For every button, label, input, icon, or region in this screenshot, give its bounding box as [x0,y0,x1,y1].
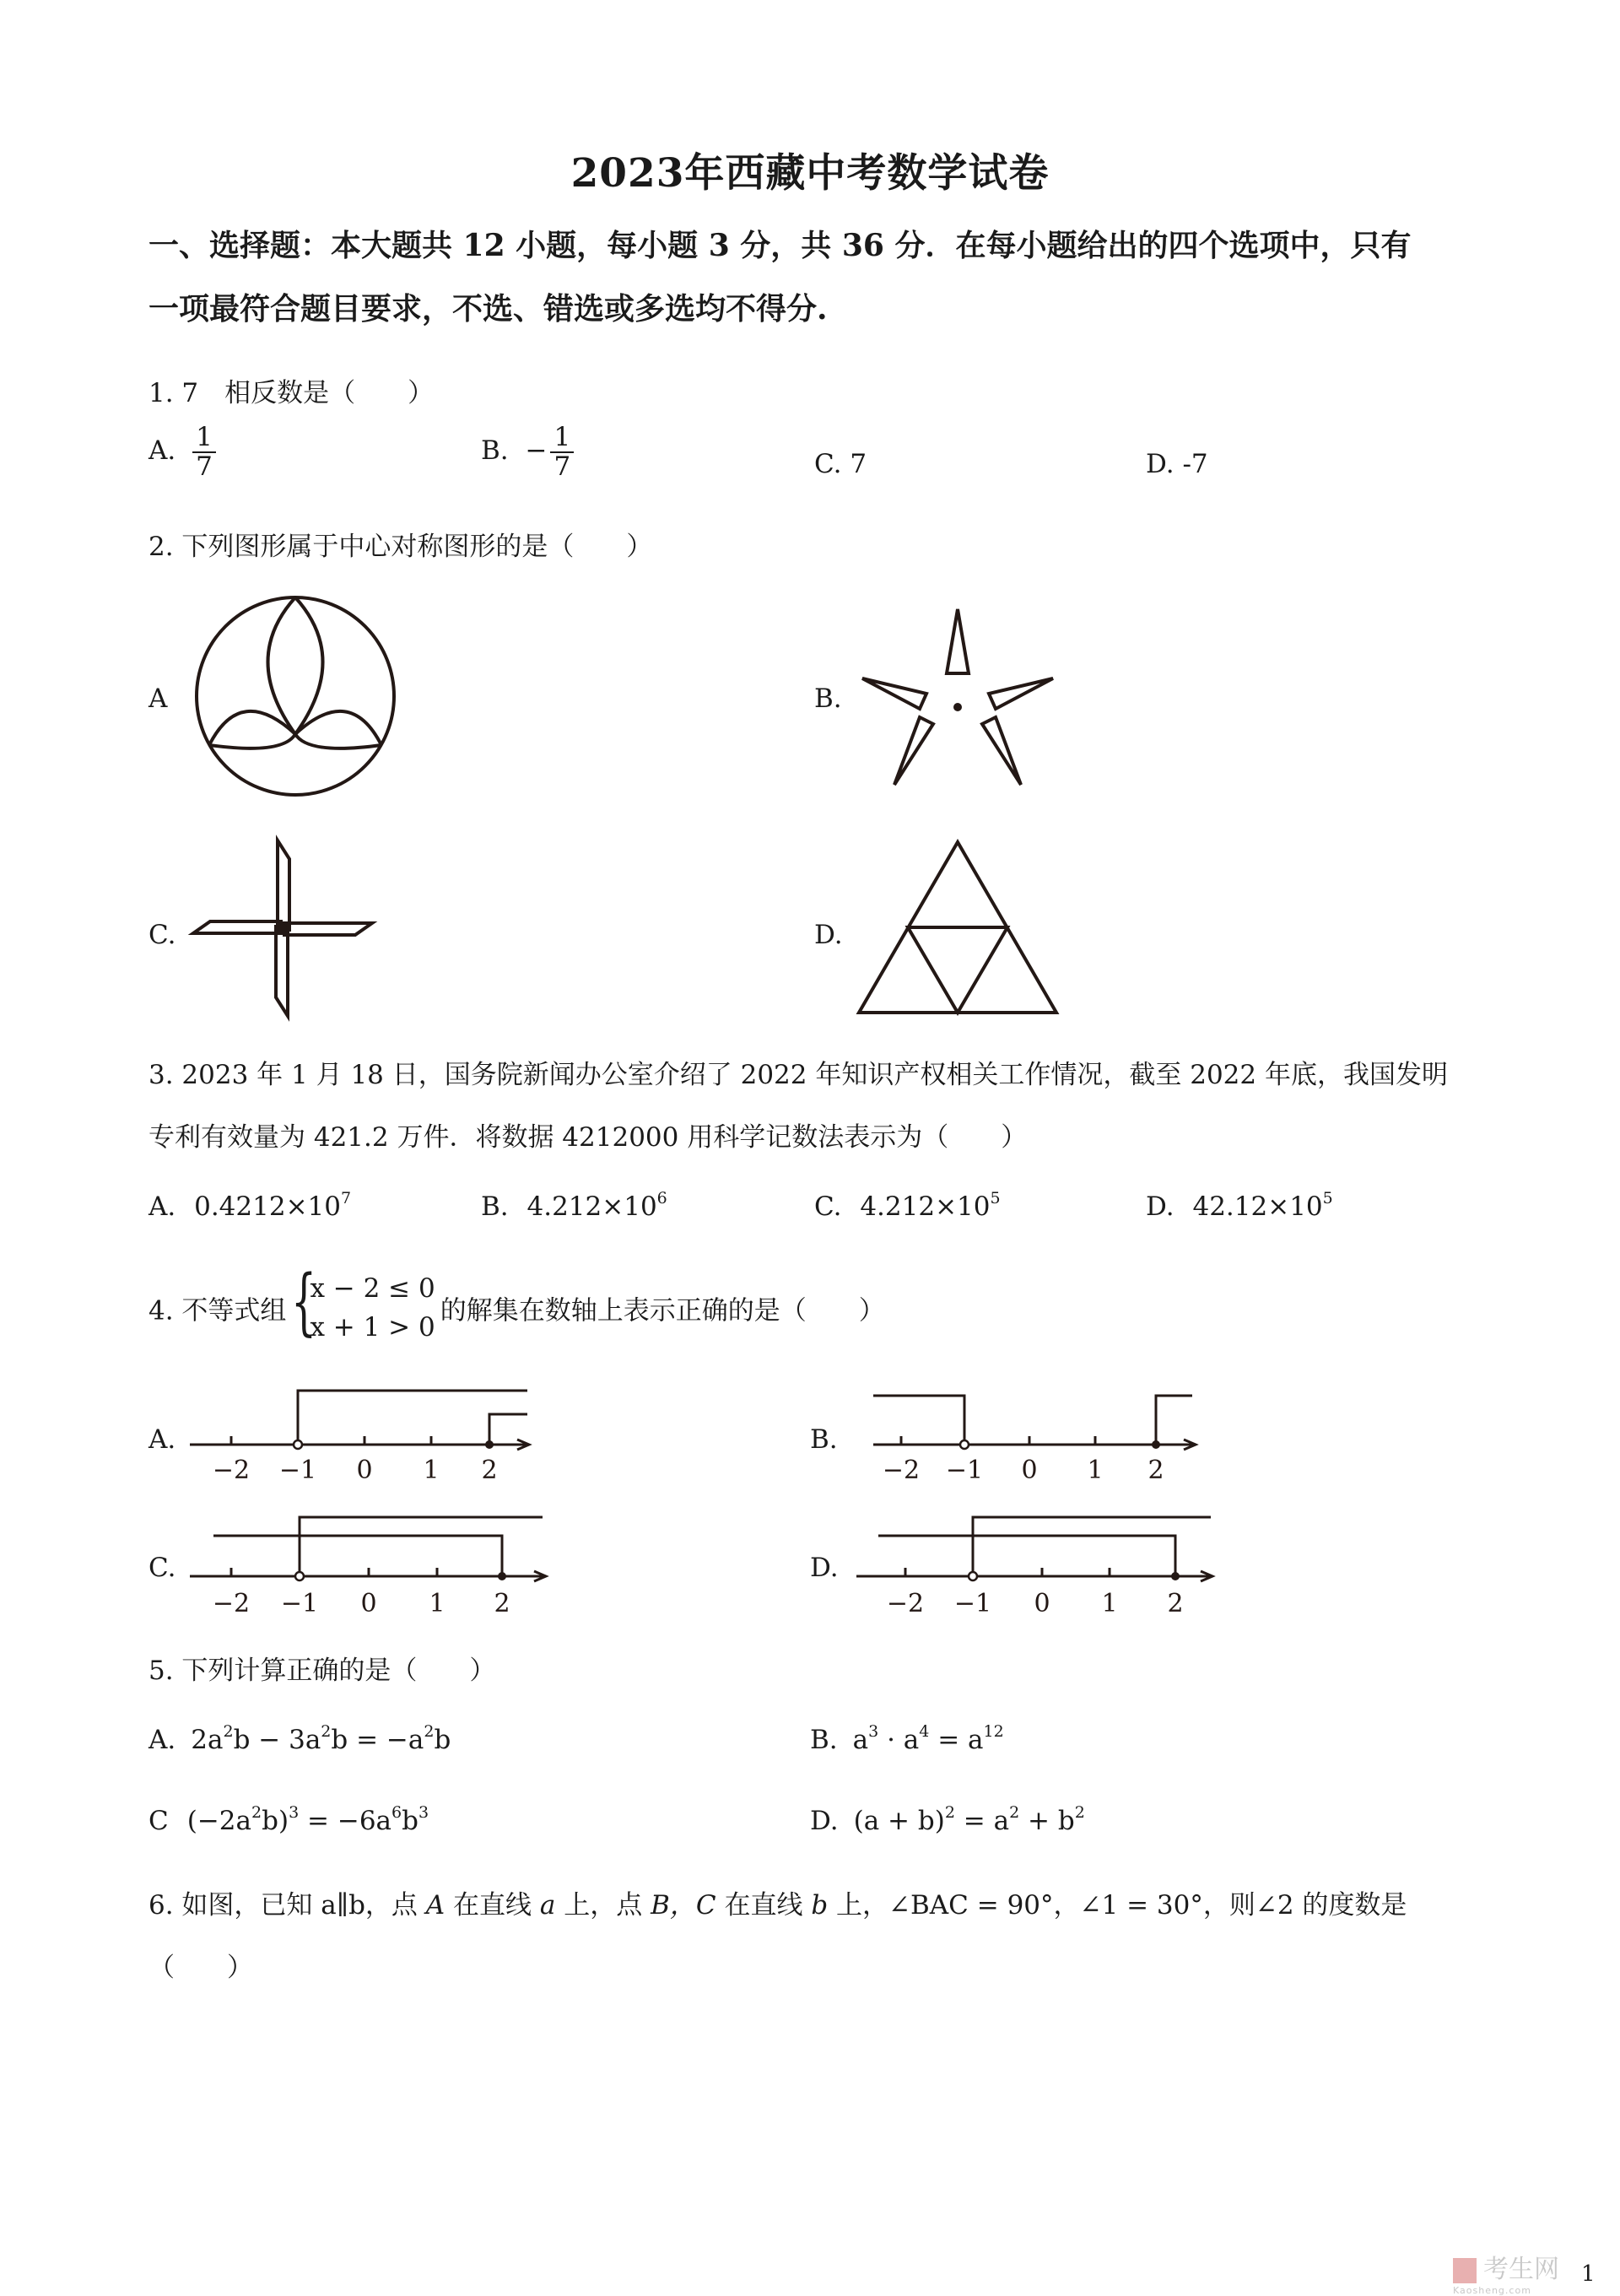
q5-b-label: B. [810,1725,838,1755]
q5-c-label: C [148,1806,169,1836]
q3-option-c [814,1191,1001,1222]
q6-text: 上，∠BAC = 90°，∠1 = 30°，则∠2 的度数是 [828,1890,1407,1921]
q4a-tick-label: 0 [356,1456,373,1485]
q2-option-a-label: A [148,683,168,714]
watermark-logo [1453,2248,1559,2296]
q3-stem-line2: 专利有效量为 421.2 万件．将数据 4212000 用科学记数法表示为（ ） [148,1122,1028,1153]
q3-d-exponent: 5 [1322,1189,1333,1207]
q1-option-a [148,424,216,480]
q4-numberline-d [856,1510,1228,1629]
q4b-tick-label: 2 [1148,1456,1164,1485]
q6-line-a: a [539,1890,556,1921]
q3-b-label: B. [481,1191,509,1222]
q3-option-b [481,1191,667,1222]
page-number: 1 [1581,2261,1596,2287]
q3-c-label: C. [814,1191,842,1222]
q6-points-bc: B，C [651,1890,716,1921]
q3-a-exponent: 7 [341,1189,352,1207]
logo-text: 考生网 [1483,2255,1559,2284]
q5-d-label: D. [810,1806,839,1836]
q4-numberline-a [190,1384,544,1494]
q6-line-b: b [811,1890,829,1921]
logo-subtext: Kaosheng.com [1453,2285,1531,2296]
section-heading-line1: 一、选择题：本大题共 12 小题，每小题 3 分，共 36 分．在每小题给出的四个选项中，只有 [148,228,1412,263]
q4d-tick-label: 2 [1167,1589,1184,1618]
q6-stem-line2: （ ） [148,1953,253,1983]
q3-c-value: 4.212×10 [860,1191,991,1222]
q1-option-a-label: A. [148,435,176,467]
q4-suffix: 的解集在数轴上表示正确的是（ ） [440,1295,885,1326]
q3-a-value: 0.4212×10 [194,1191,341,1222]
q4a-tick-label: −2 [212,1456,251,1485]
q1-b-sign: − [525,435,548,467]
q4b-tick-label: −1 [945,1456,984,1485]
q3-option-a [148,1191,351,1222]
q2-figure-a-circle-arcs [190,591,401,802]
q4-numberline-c [190,1510,561,1629]
q5-a-label: A. [148,1725,176,1755]
q4c-tick-label: −1 [280,1589,319,1618]
q3-c-exponent: 5 [990,1189,1001,1207]
q4c-tick-label: 2 [494,1589,510,1618]
q2-option-c-label: C. [148,920,176,950]
q1-stem: 1. 7 相反数是（ ） [148,378,435,408]
q4d-tick-label: −2 [886,1589,925,1618]
q3-a-label: A. [148,1191,176,1222]
q4a-tick-label: −1 [278,1456,317,1485]
q6-stem-line1 [148,1883,1407,1921]
q4-inequality-system [291,1260,435,1347]
q3-d-label: D. [1146,1191,1174,1222]
q4b-tick-label: 0 [1021,1456,1038,1485]
q4d-tick-label: −1 [953,1589,992,1618]
q4-option-c-label: C. [148,1553,176,1583]
q2-option-b-label: B. [814,683,842,714]
q4-prefix: 4. 不等式组 [148,1295,287,1326]
q2-option-d-label: D. [814,920,843,950]
q4-option-d-label: D. [810,1553,839,1583]
q4b-tick-label: −2 [882,1456,921,1485]
q1-option-b [481,424,574,480]
q1-b-numerator: 1 [550,424,574,453]
logo-icon [1453,2258,1477,2283]
q3-stem-line1: 3. 2023 年 1 月 18 日，国务院新闻办公室介绍了 2022 年知识产权相关工作情况，截至 2022 年底，我国发明 [148,1060,1448,1090]
q5-stem: 5. 下列计算正确的是（ ） [148,1656,496,1686]
q2-figure-c-pinwheel [190,835,375,1021]
q3-d-value: 42.12×10 [1192,1191,1323,1222]
q6-text: 上，点 [555,1890,651,1921]
q1-a-denominator: 7 [196,451,213,482]
q1-option-d: D. -7 [1146,449,1208,479]
q3-b-exponent: 6 [656,1189,667,1207]
q1-a-numerator: 1 [192,424,216,453]
q3-b-value: 4.212×10 [526,1191,657,1222]
q4a-tick-label: 2 [481,1456,498,1485]
q2-figure-d-triangles [852,835,1063,1021]
q4-brace: { [291,1260,317,1344]
q5-option-d: D. $(a + b)^2 = a^2 + b^2$ [810,1803,1085,1836]
q4-option-a-label: A. [148,1424,176,1455]
section-heading-line2: 一项最符合题目要求，不选、错选或多选均不得分. [148,291,828,327]
q5-option-a: A. $2a^2b - 3a^2b = -a^2b$ [148,1722,451,1755]
q6-text: 在直线 [716,1890,812,1921]
q1-option-b-label: B. [481,435,509,467]
page-title: 2023年西藏中考数学试卷 [570,150,1050,197]
q6-text: 在直线 [445,1890,540,1921]
q1-option-c: C. 7 [814,449,867,479]
q4-inequality-1: x − 2 ≤ 0 [310,1273,435,1304]
q4-numberline-b [856,1384,1211,1494]
q4d-tick-label: 1 [1101,1589,1118,1618]
q1-b-denominator: 7 [554,451,571,482]
q4c-tick-label: −2 [212,1589,251,1618]
q2-figure-b-star [852,599,1063,802]
q3-option-d [1146,1191,1333,1222]
q4c-tick-label: 1 [429,1589,446,1618]
q5-option-c: C $(-2a^2b)^3 = -6a^6b^3$ [148,1803,429,1836]
q4d-tick-label: 0 [1034,1589,1050,1618]
q4a-tick-label: 1 [423,1456,440,1485]
q2-stem: 2. 下列图形属于中心对称图形的是（ ） [148,532,653,562]
q6-text: 6. 如图，已知 a∥b，点 [148,1890,426,1921]
q4c-tick-label: 0 [360,1589,377,1618]
q4-stem [148,1260,885,1347]
q5-option-b: B. $a^3 \cdot a^4 = a^{12}$ [810,1722,1004,1755]
q4b-tick-label: 1 [1087,1456,1104,1485]
q4-inequality-2: x + 1 > 0 [310,1312,435,1342]
q4-option-b-label: B. [810,1424,838,1455]
q6-point-a: A [425,1890,446,1921]
